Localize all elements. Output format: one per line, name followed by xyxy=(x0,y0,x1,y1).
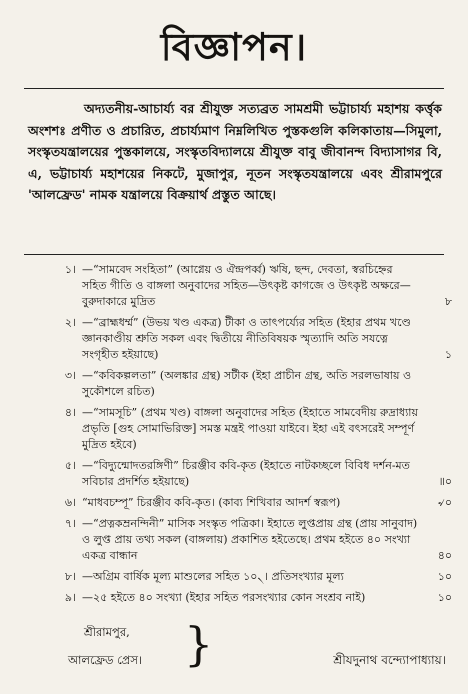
item-text: —“বিদ্যুন্মোদতরঙ্গিণী” চিরঞ্জীব কবি-কৃত (ইহাতে নাটকচ্ছলে বিবিধ দর্শন-মত সবিচার প্রদর্শিত হইয়াছে) xyxy=(82,459,410,488)
title-rule xyxy=(24,88,444,89)
item-price: ১০ xyxy=(437,591,452,604)
list-item xyxy=(20,495,452,511)
footer-place: শ্রীরামপুর, xyxy=(84,625,130,639)
item-price: ১ xyxy=(444,348,452,361)
list-item xyxy=(20,262,452,310)
item-number: ১। xyxy=(64,263,76,276)
item-number: ৯। xyxy=(64,591,76,604)
footer xyxy=(0,616,468,686)
page-title: বিজ্ঞাপন। xyxy=(160,24,308,69)
list-item xyxy=(20,458,452,490)
item-text: —“প্রত্নকম্রনন্দিনী” মাসিক সংস্কৃত পত্রিকা। ইহাতে লুপ্তপ্রায় গ্রন্থ (প্রায় সানুবাদ) ও লুপ্ত প্রায় তথ্য সকল (বাঙ্গলায়) প্রকাশিত হইতেছে। প্রথম হইতে ৪০ সংখ্যা একত্র বান্ধান xyxy=(82,517,418,562)
item-number: ৬। xyxy=(64,496,76,509)
item-price: ৪০ xyxy=(437,549,452,562)
footer-press: আলফ্রেড প্রেস। xyxy=(68,653,143,667)
footer-author: শ্রীযদুনাথ বন্দ্যোপাধ্যায়। xyxy=(333,653,446,667)
item-number: ৪। xyxy=(64,406,76,419)
item-price: ॥০ xyxy=(438,475,452,488)
item-text: —“সামসূচি” (প্রথম খণ্ড) বাঙ্গলা অনুবাদের সহিত (ইহাতে সামবেদীয় রুদ্রাধ্যায় প্রভৃতি [গুহ সোমাভিরিক্ত] সমস্ত মন্ত্রই পাওয়া যাইবে। ইহা এই বৎসরেই সম্পূর্ণ মুদ্রিত হইবে) xyxy=(82,406,418,451)
list-item xyxy=(20,405,452,453)
item-text: “মাধবচম্পূ” চিরঞ্জীব কবি-কৃত। (কাব্য শিখিবার আদর্শ স্বরূপ) xyxy=(82,496,341,509)
item-number: ৩। xyxy=(64,369,76,382)
list-item xyxy=(20,315,452,363)
book-list xyxy=(20,262,452,611)
item-text: —২৫ হইতে ৪০ সংখ্যা (ইহার সহিত পরসংখ্যার কোন সংশ্রব নাই) xyxy=(82,591,366,604)
item-price: ৮ xyxy=(444,295,452,308)
item-text: —অগ্রিম বার্ষিক মূল্য মাশুলের সহিত ১০৲। প্রতিসংখ্যার মূল্য xyxy=(82,570,344,583)
item-number: ২। xyxy=(64,316,76,329)
item-text: —“ব্রাহ্মধর্ম্ম” (উভয় খণ্ড একত্র) টীকা ও তাৎপর্য্যের সহিত (ইহার প্রথম খণ্ডে জ্ঞানকাণ্ডীয় শ্রুতি সকল এবং দ্বিতীয়ে নীতিবিষয়ক স্মৃত্যাদি অতি সযত্নে সংগৃহীত হইয়াছে) xyxy=(82,316,411,361)
list-item xyxy=(20,516,452,564)
item-text: —“কবিকল্পলতা” (অলঙ্কার গ্রন্থ) সটীক (ইহা প্রাচীন গ্রন্থ, অতি সরলভাষায় ও সুকৌশলে রচিত) xyxy=(82,369,412,398)
item-price: ১০ xyxy=(437,570,452,583)
intro-paragraph: অদ্যতনীয়-আচার্য্য বর শ্রীযুক্ত সত্যব্রত সামশ্রমী ভট্টাচার্য্য মহাশয় কর্ত্তৃক অংশশঃ প্রণীত ও প্রচারিত, প্রচার্য্যমাণ নিম্নলিখিত পুস্তকগুলি কলিকাতায়—সিমুলা, সংস্কৃতযন্ত্রালয়ের পুস্তকালয়ে, সংস্কৃতবিদ্যালয়ে শ্রীযুক্ত বাবু জীবানন্দ বিদ্যাসাগর বি, এ, ভট্টাচার্য্য মহাশয়ের নিকটে, মুজাপুর, নূতন সংস্কৃতযন্ত্রালয়ে এবং শ্রীরামপুরে 'আলফ্রেড' নামক যন্ত্রালয়ে বিক্রয়ার্থ প্রস্তুত আছে। xyxy=(28,101,442,203)
item-number: ৫। xyxy=(64,459,76,472)
item-text: —“সামবেদ সংহিতা” (আগ্নেয় ও ঐন্দ্রপর্ব্ব) ঋষি, ছন্দ, দেবতা, স্বরচিহ্নের সহিত গীতি ও বাঙ্গলা অনুবাদের সহিত—উৎকৃষ্ট কাগজে ও উৎকৃষ্ট অক্ষরে—বুরুদাকারে মুদ্রিত xyxy=(82,263,411,308)
list-item xyxy=(20,368,452,400)
list-item xyxy=(20,590,452,606)
item-number: ৭। xyxy=(64,517,76,530)
intro-rule xyxy=(24,254,444,255)
brace-glyph: } xyxy=(184,617,214,671)
list-item xyxy=(20,569,452,585)
item-price: ৵০ xyxy=(438,496,452,509)
item-number: ৮। xyxy=(64,570,76,583)
